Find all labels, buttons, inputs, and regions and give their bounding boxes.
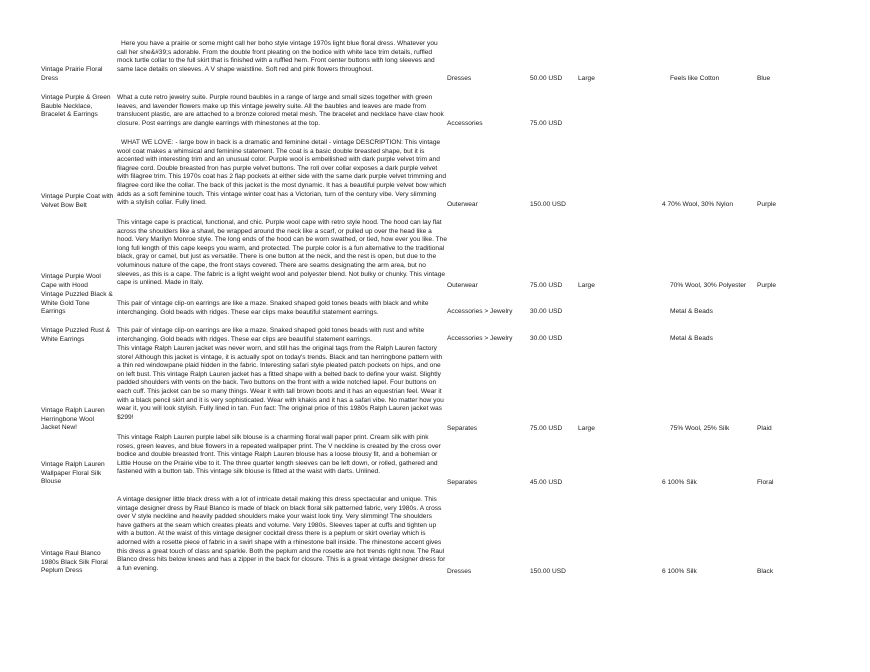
row-description: This vintage Ralph Lauren jacket was never worn, and still has the original tags from the Ralph Lauren factory store! Although this jacket is vintage, it is actually spot on today's trends. Black and tan herringbone pattern with a thin red windowpane plaid hidden in the fabric. Interesting safari style pleated patch pockets on hips, and one on left bust. This vintage Ralph Lauren jacket has a fitted shape with a belted back to define your waist. Slightly padded shoulders with vents on the back. Two buttons on the front with a wide notched lapel. Four buttons on each cuff. This jacket can be so many things. Wear it with tall brown boots and it has an equestrian feel. Wear it with a black pencil skirt and it is very sophisticated. Wear with khakis and it has a safari vibe. No matter how you wear it, you will look stylish. Fully lined in tan. Fun fact: The original price of this 1980s Ralph Lauren jacket was $299! xyxy=(117,345,444,421)
row-description: WHAT WE LOVE: - large bow in back is a dramatic and feminine detail - vintage DESCRIPTION: This vintage wool coat makes a whimsical and feminine statement. The coat is a basic double breasted shape, but it is accented with interesting trim and an unusual color. Purple wool is embellished with dark purple velvet trim and filagree cord. Double breasted fron has purple velvet buttons. The roll over collar exposes a dark purple velvet with filagree trim. This 1970s coat has 2 flap pockets at either side with the same dark purple velvet trimming and filagree cord like the collar. The back of this jacket is the most dynamic. It has a beautiful purple velvet bow which adds as a soft feminine touch. This vintage winter coat has a Victorian, turn of the century vibe. Very slimming with a stylish collar. Fully lined. xyxy=(117,139,447,207)
row-color: Blue xyxy=(757,75,771,82)
row-color: Purple xyxy=(757,282,777,289)
row-size: Large xyxy=(578,75,595,82)
row-material: Metal & Beads xyxy=(670,335,713,342)
row-price: 30.00 USD xyxy=(530,335,563,342)
row-description: This pair of vintage clip-on earrings are like a maze. Snaked shaped gold tones beads with rust and white interchanging. Gold beads with ridges. These ear clips are beautiful statement earrings. xyxy=(117,327,425,343)
row-category: Accessories xyxy=(447,120,483,127)
row-color: Black xyxy=(757,568,774,575)
row-material: 70% Wool, 30% Polyester xyxy=(670,282,747,289)
row-description: This pair of vintage clip-on earrings are like a maze. Snaked shaped gold tones beads with black and white interchanging. Gold beads with ridges. These ear clips make beautiful statement earrings. xyxy=(117,300,429,316)
row-name: Vintage Raul Blanco 1980s Black Silk Floral Peplum Dress xyxy=(41,550,108,575)
row-name: Vintage Ralph Lauren Herringbone Wool Jacket New! xyxy=(41,407,105,432)
row-name: Vintage Purple Coat with Velvet Bow Belt xyxy=(41,193,114,209)
row-color: Plaid xyxy=(757,425,772,432)
row-material: Metal & Beads xyxy=(670,308,713,315)
row-description: Here you have a prairie or some might call her boho style vintage 1970s light blue floral dress. Whatever you call her she&#39;s adorable. From the double front pleating on the bodice with white lace trim details, ruffled mock turtle collar to the full skirt that is finished with a ruffled hem. Front center buttons with long sleeves and same lace details on sleeves. A V shape waistline. Soft red and pink flowers throughout. xyxy=(117,40,438,73)
row-color: Floral xyxy=(757,479,774,486)
row-name: Vintage Purple Wool Cape with Hood xyxy=(41,273,101,289)
row-price: 30.00 USD xyxy=(530,308,563,315)
row-color: Purple xyxy=(757,201,777,208)
row-material: 6 100% Silk xyxy=(662,568,697,575)
row-material: 6 100% Silk xyxy=(662,479,697,486)
row-price: 75.00 USD xyxy=(530,282,563,289)
row-category: Separates xyxy=(447,479,478,486)
row-description: This vintage cape is practical, functional, and chic. Purple wool cape with retro style hood. The hood can lay flat across the shoulders like a shawl, be wrapped around the neck like a scarf, or pulled up over the head like a hood. Very Marilyn Monroe style. The long ends of the hood can be worn swathed, or tied, how ever you like. The long full length of this cape keeps you warm, and protected. The purple color is a fun alternative to the traditional black, gray or camel, but just as versatile. There is one button at the neck, and the rest is open, but due to the voluminous nature of the cape, the front stays covered. There are seams designating the arm area, but no sleeves, as this is a cape. The fabric is a light weight wool and polyester blend. Not bulky or chunky. This vintage cape is unlined. Made in Italy. xyxy=(117,219,447,287)
row-material: Feels like Cotton xyxy=(670,75,720,82)
row-description: What a cute retro jewelry suite. Purple round baubles in a range of large and small sizes together with green leaves, and lavender flowers make up this vintage jewelry suite. All the baubles and leaves are made from translucent plastic, are are attached to a bronze colored metal mesh. The bracelet and necklace have claw hook closure. Post earrings are dangle earrings with rhinestones at the top. xyxy=(117,94,444,127)
row-name: Vintage Puzzled Black & White Gold Tone Earrings xyxy=(41,291,113,316)
row-name: Vintage Purple & Green Bauble Necklace, Bracelet & Earrings xyxy=(41,94,111,119)
row-price: 150.00 USD xyxy=(530,568,566,575)
row-description: This vintage Ralph Lauren purple label silk blouse is a charming floral wall paper print. Cream silk with pink roses, green leaves, and blue flowers in a repeated wallpaper print. The V neckline is created by the cross over bodice and double breasted front. This vintage Ralph Lauren blouse has a loose blousy fit, and a bohemian or Little House on the Prairie vibe to it. The three quarter length sleeves can be left down, or rolled, gathered and fastened with a button tab. This vintage silk blouse is fitted at the waist with darts. Unlined. xyxy=(117,434,441,476)
row-description: A vintage designer little black dress with a lot of intricate detail making this dress spectacular and unique. This vintage designer dress by Raul Blanco is made of black on black floral silk patterned fabric, very 1980s. A cross over V style neckline and heavily padded shoulders make your waist look tiny. Very slimming! The shoulders have gathers at the seam which creates pleats and volume. Very 1980s. Sleeves taper at cuffs and tighten up with a button. At the waist of this vintage designer cocktail dress there is a peplum or skirt overlay which is adorned with a rosette piece of fabric in a swirl shape with a rhinestone ball inside. The rhinestone accent gives this dress a great touch of class and sparkle. Both the peplum and the rosette are hot trends right now. The Raul Blanco dress hits below knees and has a zipper in the back for closure. This is a great vintage designer dress for a fun evening. xyxy=(117,496,446,572)
row-size: Large xyxy=(578,282,595,289)
row-name: Vintage Ralph Lauren Wallpaper Floral Silk Blouse xyxy=(41,461,105,486)
row-category: Dresses xyxy=(447,75,472,82)
row-price: 50.00 USD xyxy=(530,75,563,82)
row-name: Vintage Prairie Floral Dress xyxy=(41,66,103,82)
row-category: Accessories > Jewelry xyxy=(447,308,513,315)
row-material: 4 70% Wool, 30% Nylon xyxy=(662,201,733,208)
row-price: 150.00 USD xyxy=(530,201,566,208)
row-category: Outerwear xyxy=(447,282,478,289)
row-price: 45.00 USD xyxy=(530,479,563,486)
row-size: Large xyxy=(578,425,595,432)
row-name: Vintage Puzzled Rust & White Earrings xyxy=(41,327,111,343)
row-category: Separates xyxy=(447,425,478,432)
row-price: 75.00 USD xyxy=(530,425,563,432)
row-category: Outerwear xyxy=(447,201,478,208)
row-category: Accessories > Jewelry xyxy=(447,335,513,342)
row-category: Dresses xyxy=(447,568,472,575)
row-material: 75% Wool, 25% Silk xyxy=(670,425,730,432)
row-price: 75.00 USD xyxy=(530,120,563,127)
